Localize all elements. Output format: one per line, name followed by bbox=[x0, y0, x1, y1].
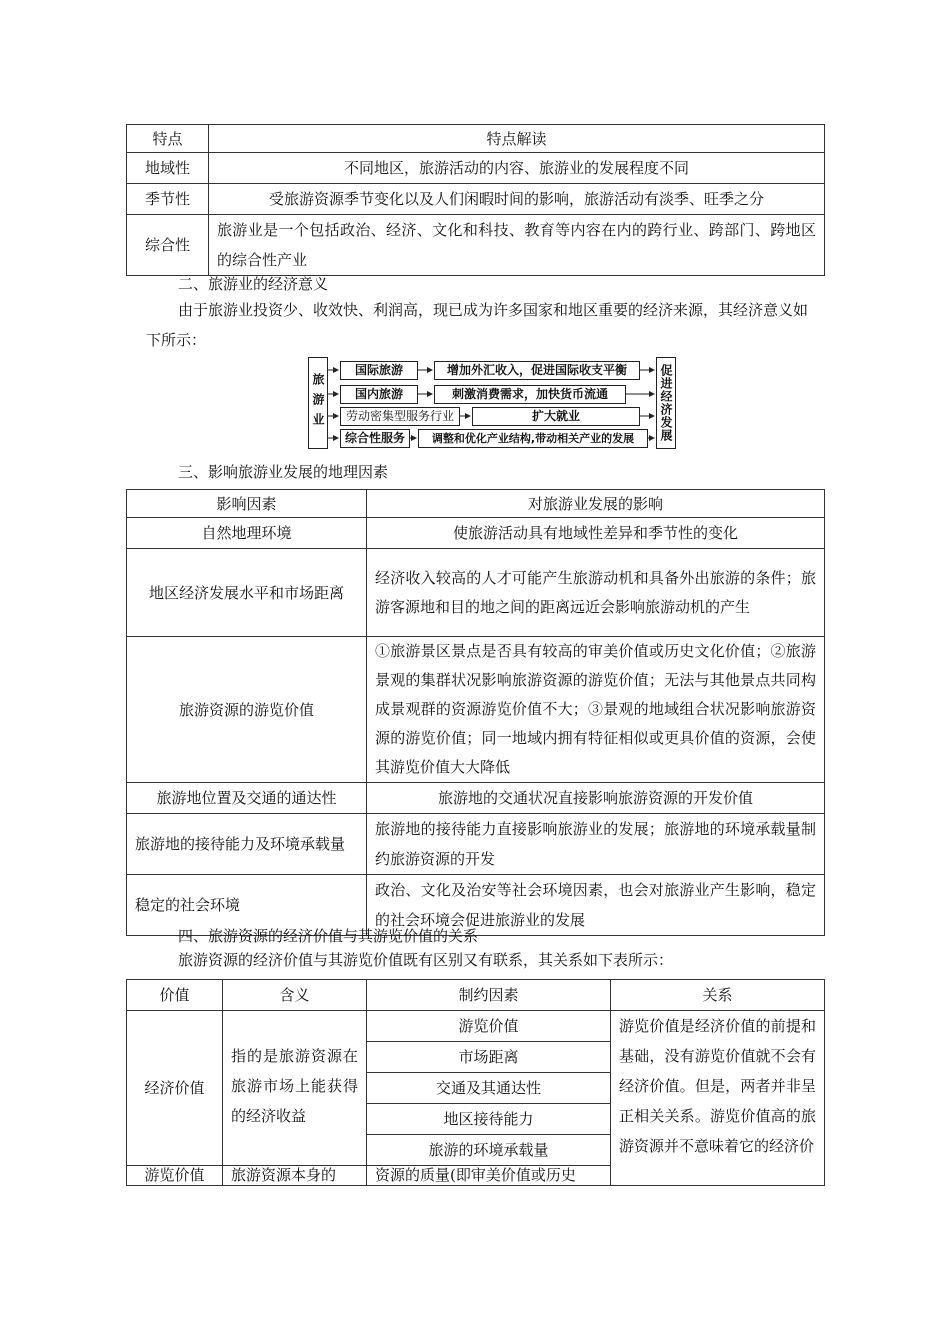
table-header: 含义 bbox=[223, 980, 367, 1011]
table-cell: 政治、文化及治安等社会环境因素，也会对旅游业产生影响，稳定的社会环境会促进旅游业的发展 bbox=[367, 875, 825, 936]
table-header: 对旅游业发展的影响 bbox=[367, 490, 825, 518]
table-cell: 季节性 bbox=[127, 184, 209, 215]
table-cell: 不同地区，旅游活动的内容、旅游业的发展程度不同 bbox=[209, 153, 825, 184]
table-cell: 旅游资源的游览价值 bbox=[127, 637, 367, 783]
table-cell: 游览价值是经济价值的前提和基础，没有游览价值就不会有经济价值。但是，两者并非呈正相关关系。游览价值高的旅游资源并不意味着它的经济价 bbox=[611, 1011, 825, 1186]
section-heading: 二、旅游业的经济意义 bbox=[178, 275, 329, 293]
table-cell: 自然地理环境 bbox=[127, 518, 367, 549]
table-cell: 交通及其通达性 bbox=[367, 1073, 611, 1104]
table-header: 制约因素 bbox=[367, 980, 611, 1011]
diagram-effect-box: 增加外汇收入，促进国际收支平衡 bbox=[434, 361, 640, 380]
table-header: 特点解读 bbox=[209, 125, 825, 153]
table-cell: 资源的质量(即审美价值或历史 bbox=[367, 1166, 611, 1186]
table-cell: 市场距离 bbox=[367, 1042, 611, 1073]
table-cell: 地域性 bbox=[127, 153, 209, 184]
table-cell: 综合性 bbox=[127, 215, 209, 276]
table-header: 关系 bbox=[611, 980, 825, 1011]
diagram-left-text: 旅游业 bbox=[311, 373, 325, 433]
diagram-result-label bbox=[656, 357, 676, 449]
table-cell: 经济收入较高的人才可能产生旅游动机和具备外出旅游的条件；旅游客源地和目的地之间的距离远近会影响旅游动机的产生 bbox=[367, 549, 825, 637]
table-cell: ①旅游景区景点是否具有较高的审美价值或历史文化价值；②旅游景观的集群状况影响旅游资源的游览价值；无法与其他景点共同构成景观群的资源游览价值不大；③景观的地域组合状况影响旅游资源的游览价值；同一地域内拥有特征相似或更具价值的资源，会使其游览价值大大降低 bbox=[367, 637, 825, 783]
table-cell: 地区经济发展水平和市场距离 bbox=[127, 549, 367, 637]
table-cell: 经济价值 bbox=[127, 1011, 223, 1166]
table-cell: 游览价值 bbox=[367, 1011, 611, 1042]
paragraph: 旅游资源的经济价值与其游览价值既有区别又有联系，其关系如下表所示： bbox=[178, 951, 674, 969]
table-cell: 旅游地的接待能力直接影响旅游业的发展；旅游地的环境承载量制约旅游资源的开发 bbox=[367, 814, 825, 875]
diagram-source-box: 国内旅游 bbox=[340, 385, 418, 404]
paragraph: 由于旅游业投资少、收效快、利润高，现已成为许多国家和地区重要的经济来源，其经济意义如下所示： bbox=[146, 301, 809, 349]
table-cell: 游览价值 bbox=[127, 1166, 223, 1186]
diagram-source-box: 综合性服务 bbox=[340, 429, 410, 448]
table-cell: 稳定的社会环境 bbox=[127, 875, 367, 936]
economic-significance-diagram bbox=[308, 357, 676, 449]
table-header: 特点 bbox=[127, 125, 209, 153]
diagram-effect-box: 扩大就业 bbox=[472, 407, 640, 426]
table-cell: 地区接待能力 bbox=[367, 1104, 611, 1135]
diagram-effect-box: 刺激消费需求，加快货币流通 bbox=[434, 385, 626, 404]
diagram-source-box: 劳动密集型服务行业 bbox=[340, 407, 460, 426]
table-cell: 使旅游活动具有地域性差异和季节性的变化 bbox=[367, 518, 825, 549]
diagram-effect-box: 调整和优化产业结构,带动相关产业的发展 bbox=[418, 429, 648, 448]
diagram-source-box: 国际旅游 bbox=[340, 361, 418, 380]
table-cell: 旅游的环境承载量 bbox=[367, 1135, 611, 1166]
table-cell: 旅游地的交通状况直接影响旅游资源的开发价值 bbox=[367, 783, 825, 814]
table-cell: 旅游地的接待能力及环境承载量 bbox=[127, 814, 367, 875]
section-heading: 四、旅游资源的经济价值与其游览价值的关系 bbox=[178, 927, 479, 945]
table-cell: 指的是旅游资源在旅游市场上能获得的经济收益 bbox=[223, 1011, 367, 1166]
table-cell: 旅游资源本身的 bbox=[223, 1166, 367, 1186]
table-header: 影响因素 bbox=[127, 490, 367, 518]
section-heading: 三、影响旅游业发展的地理因素 bbox=[178, 463, 389, 481]
value-relation-table bbox=[126, 979, 825, 1186]
table-cell: 旅游业是一个包括政治、经济、文化和科技、教育等内容在内的跨行业、跨部门、跨地区的综合性产业 bbox=[209, 215, 825, 276]
features-table bbox=[126, 124, 825, 276]
table-cell: 受旅游资源季节变化以及人们闲暇时间的影响，旅游活动有淡季、旺季之分 bbox=[209, 184, 825, 215]
diagram-right-text: 促进经济发展 bbox=[659, 364, 673, 442]
table-header: 价值 bbox=[127, 980, 223, 1011]
table-cell: 旅游地位置及交通的通达性 bbox=[127, 783, 367, 814]
diagram-tourism-label bbox=[308, 357, 328, 449]
factors-table bbox=[126, 489, 825, 936]
